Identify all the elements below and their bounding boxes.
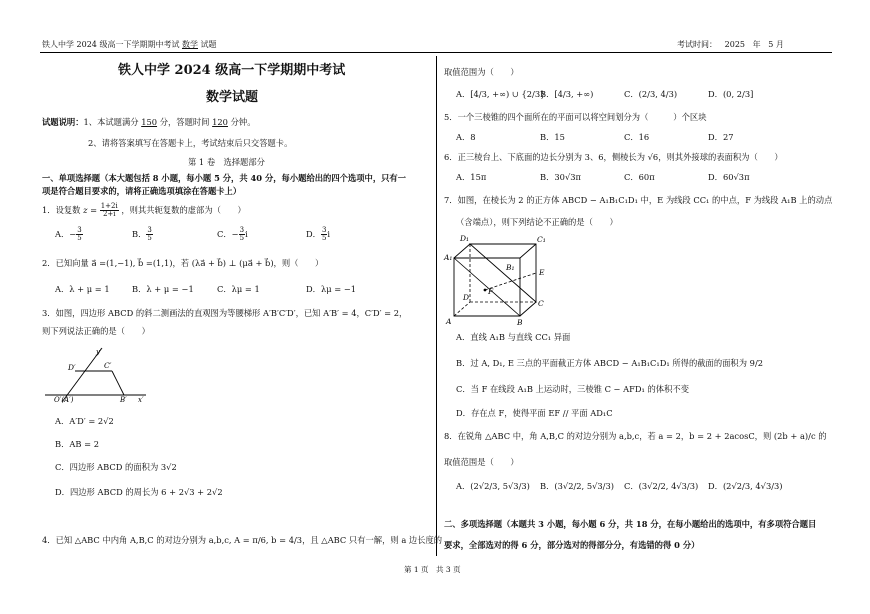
header-year: 2025 [724,40,745,49]
q6-option-b[interactable]: B．30√3π [540,172,581,182]
q5-option-b[interactable]: B．15 [540,132,565,142]
header-rule [40,52,832,53]
page-subtitle: 数学试题 [206,90,259,105]
fig7-label-a1: A₁ [444,253,453,262]
q5-option-a[interactable]: A．8 [456,132,476,142]
q3-option-b[interactable]: B．AB = 2 [55,439,99,449]
q7-stem-1: 7．如图，在棱长为 2 的正方体 ABCD − A₁B₁C₁D₁ 中，E 为线段 CC₁ 的中点，F 为线段 A₁B 上的动点 [444,195,833,205]
q6-option-d[interactable]: D．60√3π [708,172,750,182]
fig7-label-f: F [488,287,494,296]
section1-heading-2: 项是符合题目要求的，请将正确选项填涂在答题卡上） [42,186,242,196]
fig3-label-y: y′ [96,348,102,356]
fig3-label-o: O′(A′) [54,396,74,404]
total-score: 150 [141,117,158,127]
fig7-label-c1: C₁ [537,235,546,244]
fig7-label-c: C [538,299,544,308]
q3-stem-1: 3．如图，四边形 ABCD 的斜二测画法的直观图为等腰梯形 A′B′C′D′，已知 A′B′ = 4，C′D′ = 2， [42,308,408,318]
q2-option-d[interactable]: D．λμ = −1 [306,284,357,294]
q2-option-c[interactable]: C．λμ = 1 [217,284,260,294]
fig3-label-x: x′ [138,396,144,404]
q8-stem-1: 8．在锐角 △ABC 中，角 A,B,C 的对边分别为 a,b,c，若 a = 2，b = 2 + 2acosC，则 (2b + a)/c 的 [444,431,827,441]
q1-option-c[interactable]: C．− $\frac{3}{5}$ i [217,226,248,242]
q5-option-c[interactable]: C．16 [624,132,650,142]
exam-minutes: 120 [212,117,228,127]
q3-option-d[interactable]: D．四边形 ABCD 的周长为 6 + 2√3 + 2√2 [55,487,223,497]
q8-option-c[interactable]: C．(3√2/2, 4√3/3) [624,481,699,491]
q7-option-c[interactable]: C．当 F 在线段 A₁B 上运动时，三棱锥 C − AFD₁ 的体积不变 [456,384,689,394]
q6-stem: 6．正三棱台上、下底面的边长分别为 3、6，侧棱长为 √6，则其外接球的表面积为（ ） [444,152,783,162]
part-heading: 第 1 卷 选择题部分 [188,157,265,167]
page-footer: 第 1 页 共 3 页 [404,565,461,574]
q8-option-b[interactable]: B．(3√2/2, 5√3/3) [540,481,614,491]
q2-stem: 2．已知向量 a⃗ =(1,−1), b⃗ =(1,1)，若 (λa⃗ + b⃗) ⊥ (μa⃗ + b⃗)，则（ ） [42,258,324,268]
q8-option-d[interactable]: D．(2√2/3, 4√3/3) [708,481,783,491]
fig7-label-e: E [539,268,545,277]
q5-stem: 5．一个三棱锥的四个面所在的平面可以将空间划分为（ ）个区块 [444,112,707,122]
q1-option-a[interactable]: A．− $\frac{3}{5}$ [55,226,82,242]
header-exam-time: 考试时间： 2025 年 5 月 [677,40,784,49]
q2-option-a[interactable]: A．λ + μ = 1 [55,284,110,294]
q8-option-a[interactable]: A．(2√2/3, 5√3/3) [456,481,530,491]
fig7-label-a: A [446,317,452,326]
fig3-label-c: C′ [104,361,112,370]
fig7-label-b1: B₁ [506,263,515,272]
instructions-line-2: 2、请将答案填写在答题卡上，考试结束后只交答题卡。 [88,138,293,148]
q4-option-a[interactable]: A．[4/3, +∞) ∪ {2/3} [456,89,546,99]
q3-trapezoid-figure [40,344,150,404]
page-title: 铁人中学 2024 级高一下学期期中考试 [118,63,346,78]
q5-option-d[interactable]: D．27 [708,132,734,142]
column-divider [436,56,437,556]
section2-heading-2: 要求，全部选对的得 6 分，部分选对的得部分分，有选错的得 0 分） [444,540,700,550]
q7-cube-figure [440,232,560,328]
q3-stem-2: 则下列说法正确的是（ ） [42,326,150,336]
q3-option-a[interactable]: A．A′D′ = 2√2 [55,416,114,426]
header-school: 铁人中学 2024 级高一下学期期中考试 数学 试题 [42,40,217,49]
q7-option-b[interactable]: B．过 A, D₁, E 三点的平面截正方体 ABCD − A₁B₁C₁D₁ 所得的截面的面积为 9/2 [456,358,764,368]
fig3-label-b: B′ [120,396,127,404]
header-subject: 数学 [182,40,198,49]
q1-option-b[interactable]: B． $\frac{3}{5}$ [132,226,152,242]
fig7-label-b: B [517,318,523,327]
section2-heading-1: 二、多项选择题（本题共 3 小题，每小题 6 分，共 18 分，在每小题给出的选项中，有多项符合题目 [444,519,817,529]
q4-option-b[interactable]: B．[4/3, +∞) [540,89,594,99]
q1-option-d[interactable]: D． $\frac{3}{5}$ i [306,226,331,242]
q4-stem-continued: 取值范围为（ ） [444,67,519,77]
q4-option-c[interactable]: C．(2/3, 4/3) [624,89,678,99]
header-paper-word: 试题 [200,40,217,49]
q6-option-a[interactable]: A．15π [456,172,487,182]
q7-option-d[interactable]: D．存在点 F，使得平面 EF // 平面 AD₁C [456,408,613,418]
q4-stem: 4．已知 △ABC 中内角 A,B,C 的对边分别为 a,b,c, A = π/6, b = 4/3，且 △ABC 只有一解，则 a 边长度的 [42,535,443,545]
q2-option-b[interactable]: B．λ + μ = −1 [132,284,194,294]
q8-stem-2: 取值范围是（ ） [444,457,519,467]
section1-heading-1: 一、单项选择题（本大题包括 8 小题，每小题 5 分，共 40 分，每小题给出的四个选项中，只有一 [42,173,407,183]
q7-stem-2: （含端点），则下列结论不正确的是（ ） [456,217,618,227]
instructions-line-1: 试题说明：1、本试题满分 150 分，答题时间 120 分钟。 [42,117,256,127]
fig3-label-d: D′ [68,363,76,372]
fig7-label-d: D [463,293,470,302]
q4-option-d[interactable]: D．(0, 2/3] [708,89,754,99]
q7-option-a[interactable]: A．直线 A₁B 与直线 CC₁ 异面 [456,332,571,342]
fig7-label-d1: D₁ [460,234,470,243]
q3-option-c[interactable]: C．四边形 ABCD 的面积为 3√2 [55,462,177,472]
header-month: 5 月 [768,40,784,49]
q6-option-c[interactable]: C．60π [624,172,655,182]
q1-stem: 1．设复数 z = $\frac{1+2i}{2+i}$ ，则其共轭复数的虚部为（ ） [42,202,246,218]
